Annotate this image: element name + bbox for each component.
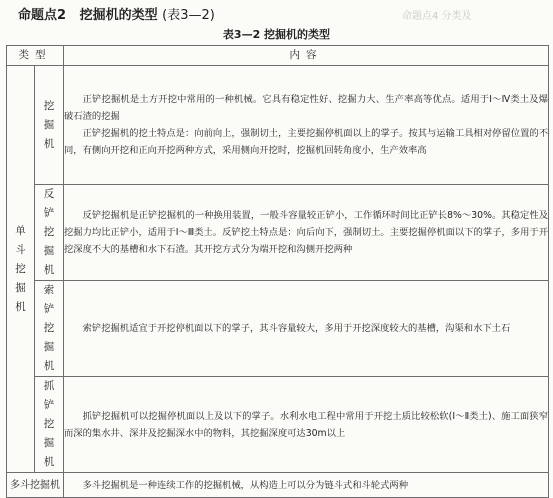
content-paragraph: 反铲挖掘机是正铲挖掘机的一种换用装置，一般斗容量较正铲小，工作循环时间比正铲长8%～30%。其稳定性及挖掘力均比正铲小，适用于Ⅰ～Ⅲ类土。反铲挖土特点是：向后向下，强制切土。主要挖掘停机面以下的掌子，多用于开挖深度不大的基槽和水下石渣。其开挖方式分为端开挖和沟侧开挖两种 [64, 210, 548, 255]
col-header-type: 类型 [7, 46, 64, 66]
content-paragraph: 索铲挖掘机适宜于开挖停机面以下的掌子，其斗容量较大，多用于开挖深度较大的基槽，沟渠和水下土石 [82, 323, 511, 334]
section-table-ref: (表3—2) [162, 8, 215, 23]
table-row [7, 66, 549, 185]
type-cell [35, 66, 64, 185]
type-label: 抓铲挖掘机 [43, 380, 55, 468]
table-row [7, 281, 549, 377]
type-cell [35, 185, 64, 281]
col-header-content: 内容 [64, 46, 549, 66]
type-cell [35, 377, 64, 473]
content-cell [64, 185, 549, 281]
content-cell [64, 377, 549, 473]
table-caption: 表3—2 挖掘机的类型 [222, 28, 331, 41]
section-label: 命题点2 [18, 8, 67, 23]
table-row [7, 185, 549, 281]
type-label: 挖掘机 [43, 99, 55, 150]
excavator-types-table [6, 45, 549, 498]
type-label: 索铲挖掘机 [43, 284, 55, 372]
group-label: 单斗挖掘机 [15, 224, 26, 313]
content-paragraph: 正铲挖掘机是土方开挖中常用的一种机械。它具有稳定性好、挖掘力大、生产率高等优点。适用于Ⅰ～Ⅳ类土及爆破石渣的挖掘 [64, 94, 548, 122]
section-heading [18, 4, 215, 23]
bleed-through-text: 命题点4 分类及 [402, 11, 472, 22]
section-title: 挖掘机的类型 [79, 8, 158, 23]
group-cell [7, 66, 35, 473]
type-label: 反铲挖掘机 [43, 188, 55, 276]
table-row [7, 377, 549, 473]
table-header-row [7, 46, 549, 66]
type-cell [35, 281, 64, 377]
content-cell [64, 473, 549, 498]
content-paragraph: 正铲挖掘机的挖土特点是：向前向上，强制切土，主要挖掘停机面以上的掌子。按其与运输工具相对停留位置的不同，有侧向开挖和正向开挖两种方式，采用侧向开挖时，挖掘机回转角度小，生产效率高 [64, 128, 548, 156]
content-paragraph: 多斗挖掘机是一种连续工作的挖掘机械，从构造上可以分为链斗式和斗轮式两种 [82, 479, 408, 491]
content-paragraph: 抓铲挖掘机可以挖掘停机面以上及以下的掌子。水利水电工程中常用于开挖土质比较松软(Ⅰ～Ⅱ类土)、施工面狭窄而深的集水井、深井及挖掘深水中的物料，其挖掘深度可达30m以上 [64, 410, 548, 439]
type-cell-wide: 多斗挖掘机 [7, 473, 64, 498]
content-cell [64, 281, 549, 377]
table-row [7, 473, 549, 498]
content-cell [64, 66, 549, 185]
